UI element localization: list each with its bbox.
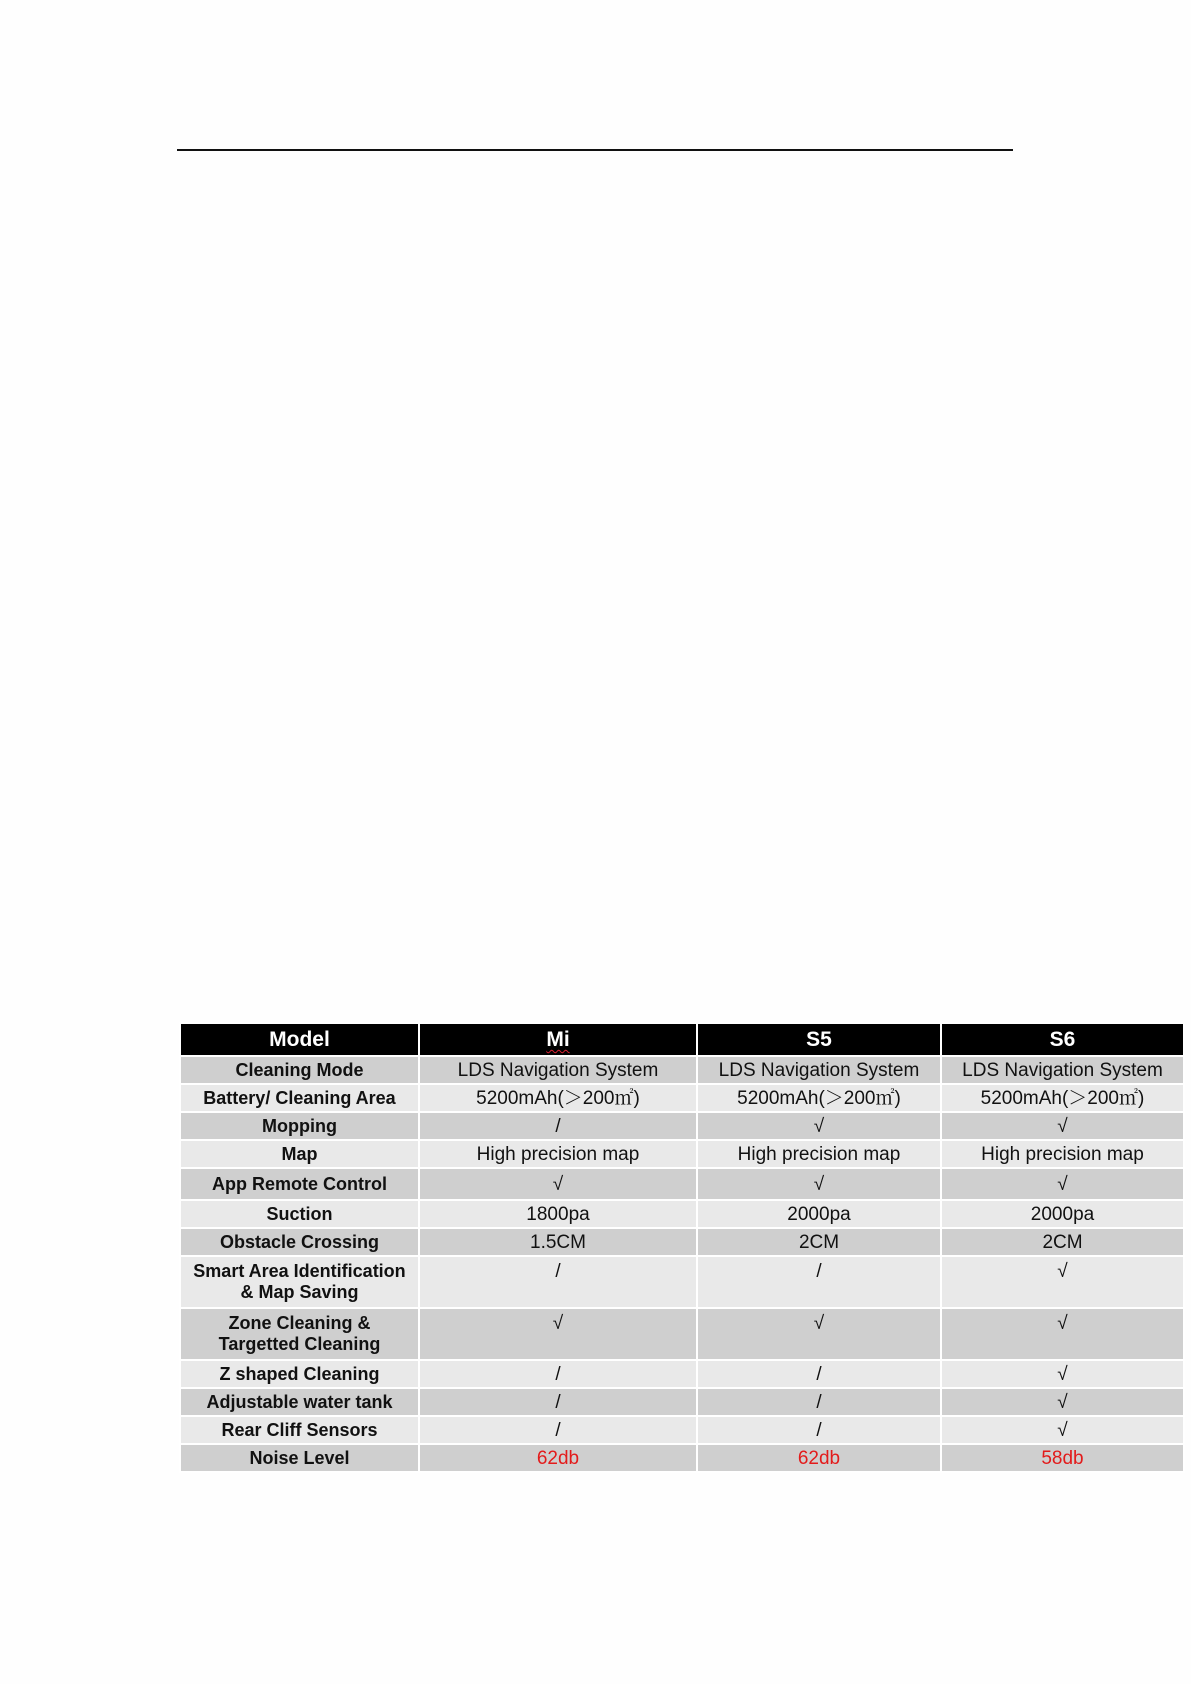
cell-mi: / (419, 1112, 697, 1140)
cell-s5: √ (697, 1308, 941, 1360)
feature-noise-level: Noise Level (180, 1444, 419, 1472)
header-model-mi-text: Mi (546, 1028, 570, 1051)
feature-mopping: Mopping (180, 1112, 419, 1140)
table-row (180, 1140, 1184, 1168)
cell-s5: LDS Navigation System (697, 1056, 941, 1084)
header-model-s6: S6 (941, 1023, 1184, 1056)
cell-mi: LDS Navigation System (419, 1056, 697, 1084)
cell-mi: 5200mAh(＞200㎡) (419, 1084, 697, 1112)
feature-zone-cleaning (180, 1308, 419, 1360)
header-model-label: Model (180, 1023, 419, 1056)
cell-s5: 2000pa (697, 1200, 941, 1228)
cell-s6: 5200mAh(＞200㎡) (941, 1084, 1184, 1112)
cell-s6-noise: 58db (941, 1444, 1184, 1472)
table-row (180, 1228, 1184, 1256)
cell-s5: √ (697, 1168, 941, 1200)
table-header-row (180, 1023, 1184, 1056)
cell-s6: √ (941, 1308, 1184, 1360)
table-row (180, 1360, 1184, 1388)
cell-s6: √ (941, 1360, 1184, 1388)
feature-app-remote-control: App Remote Control (180, 1168, 419, 1200)
cell-mi-noise: 62db (419, 1444, 697, 1472)
header-model-mi (419, 1023, 697, 1056)
cell-mi: High precision map (419, 1140, 697, 1168)
table-row (180, 1084, 1184, 1112)
cell-s5: √ (697, 1112, 941, 1140)
cell-mi: 1800pa (419, 1200, 697, 1228)
cell-s5: 2CM (697, 1228, 941, 1256)
feature-map: Map (180, 1140, 419, 1168)
cell-s5: / (697, 1256, 941, 1308)
table-row (180, 1416, 1184, 1444)
table-row (180, 1056, 1184, 1084)
cell-s5: / (697, 1388, 941, 1416)
cell-s6: High precision map (941, 1140, 1184, 1168)
feature-battery: Battery/ Cleaning Area (180, 1084, 419, 1112)
table-row (180, 1444, 1184, 1472)
feature-line: & Map Saving (240, 1282, 359, 1302)
cell-s6: 2CM (941, 1228, 1184, 1256)
cell-s5: High precision map (697, 1140, 941, 1168)
feature-obstacle-crossing: Obstacle Crossing (180, 1228, 419, 1256)
table-row (180, 1112, 1184, 1140)
cell-s6: √ (941, 1416, 1184, 1444)
cell-s6: LDS Navigation System (941, 1056, 1184, 1084)
cell-s6: √ (941, 1112, 1184, 1140)
spec-comparison-table (179, 1022, 1185, 1473)
feature-suction: Suction (180, 1200, 419, 1228)
feature-line: Zone Cleaning & (228, 1313, 371, 1333)
cell-s6: √ (941, 1388, 1184, 1416)
cell-s5: / (697, 1360, 941, 1388)
cell-s6: √ (941, 1256, 1184, 1308)
cell-mi: 1.5CM (419, 1228, 697, 1256)
feature-adjustable-water-tank: Adjustable water tank (180, 1388, 419, 1416)
cell-mi: / (419, 1360, 697, 1388)
cell-s5: / (697, 1416, 941, 1444)
cell-s5-noise: 62db (697, 1444, 941, 1472)
table-row (180, 1256, 1184, 1308)
cell-s5: 5200mAh(＞200㎡) (697, 1084, 941, 1112)
feature-line: Smart Area Identification (193, 1261, 406, 1281)
cell-mi: √ (419, 1168, 697, 1200)
table-row (180, 1308, 1184, 1360)
feature-z-shaped-cleaning: Z shaped Cleaning (180, 1360, 419, 1388)
cell-mi: / (419, 1256, 697, 1308)
cell-mi: / (419, 1416, 697, 1444)
header-rule (177, 149, 1013, 151)
feature-rear-cliff-sensors: Rear Cliff Sensors (180, 1416, 419, 1444)
feature-cleaning-mode: Cleaning Mode (180, 1056, 419, 1084)
cell-s6: √ (941, 1168, 1184, 1200)
cell-mi: √ (419, 1308, 697, 1360)
cell-mi: / (419, 1388, 697, 1416)
table-row (180, 1168, 1184, 1200)
cell-s6: 2000pa (941, 1200, 1184, 1228)
table-row (180, 1388, 1184, 1416)
feature-smart-area-identification (180, 1256, 419, 1308)
table-row (180, 1200, 1184, 1228)
feature-line: Targetted Cleaning (218, 1334, 381, 1354)
header-model-s5: S5 (697, 1023, 941, 1056)
